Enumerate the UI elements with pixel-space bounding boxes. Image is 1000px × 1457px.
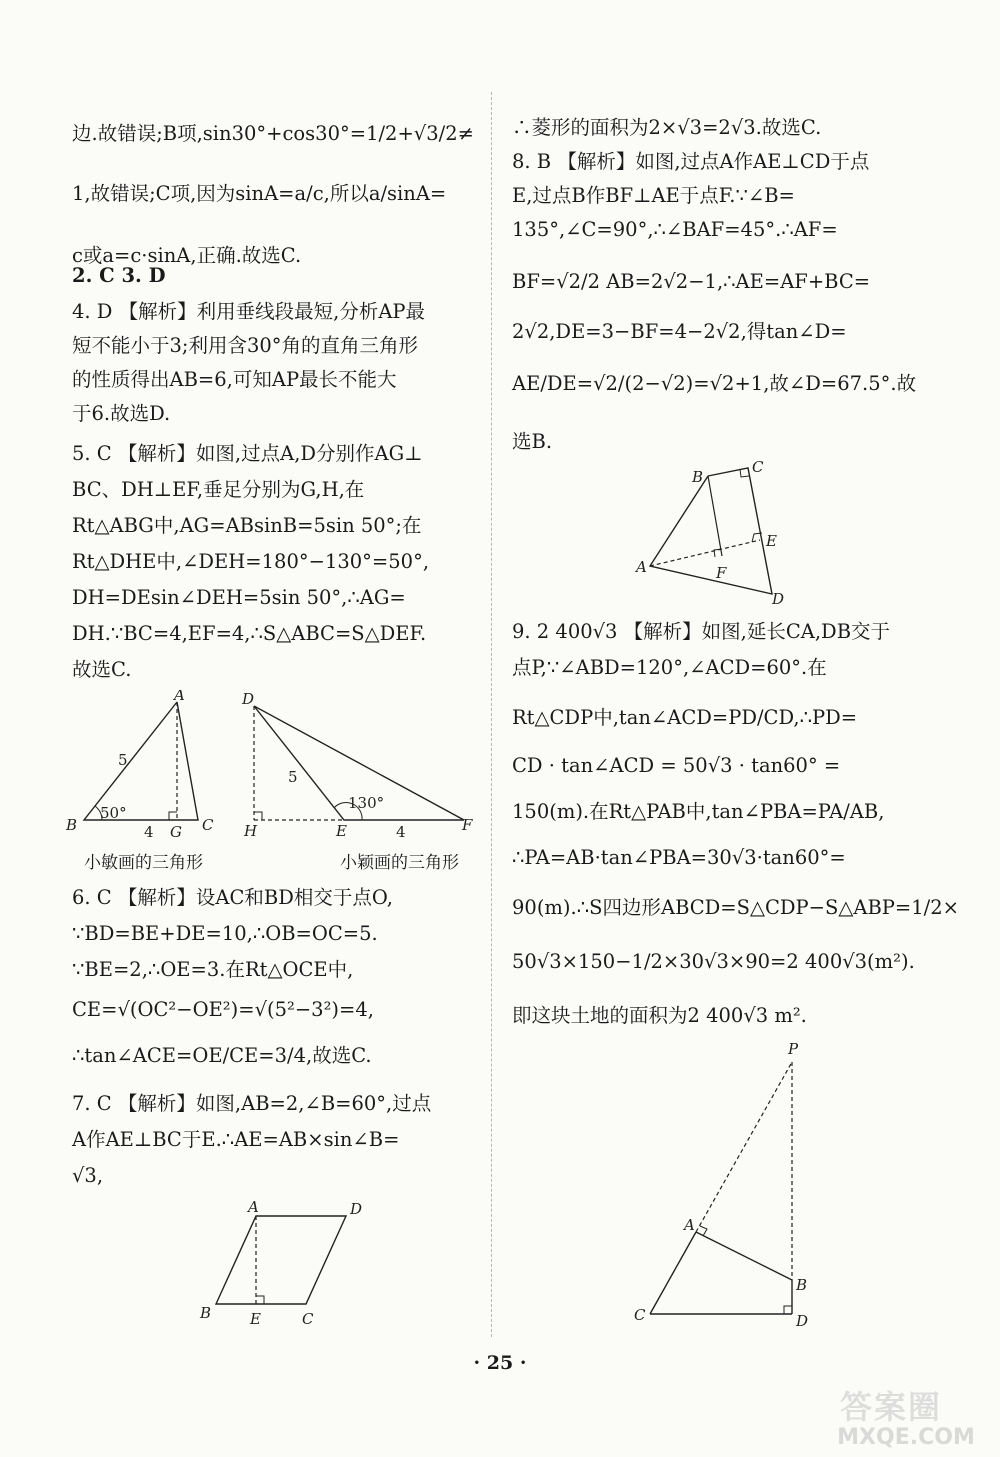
text-line: 50√3×150−1/2×30√3×90=2 400√3(m²). xyxy=(512,950,915,973)
text-line: 选B. xyxy=(512,430,553,453)
label-d: D xyxy=(350,1200,363,1218)
figure-5b-caption: 小颖画的三角形 xyxy=(340,853,459,873)
text-line: A作AE⊥BC于E.∴AE=AB×sin∠B= xyxy=(72,1128,400,1151)
text-line: BC、DH⊥EF,垂足分别为G,H,在 xyxy=(72,478,365,501)
text-line: 150(m).在Rt△PAB中,tan∠PBA=PA/AB, xyxy=(512,800,885,823)
text-line: ∴菱形的面积为2×√3=2√3.故选C. xyxy=(512,116,822,139)
text-line: 2. C 3. D xyxy=(72,264,166,287)
label-f: F xyxy=(462,816,473,834)
label-b: B xyxy=(796,1276,808,1294)
text-line: 的性质得出AB=6,可知AP最长不能大 xyxy=(72,368,397,391)
text-line: 短不能小于3;利用含30°角的直角三角形 xyxy=(72,334,419,357)
text-line: 7. C 【解析】如图,AB=2,∠B=60°,过点 xyxy=(72,1092,432,1115)
text-line: DH.∵BC=4,EF=4,∴S△ABC=S△DEF. xyxy=(72,622,427,645)
text-line: ∵BE=2,∴OE=3.在Rt△OCE中, xyxy=(72,958,354,981)
text-line: Rt△ABG中,AG=ABsinB=5sin 50°;在 xyxy=(72,514,422,537)
text-line: BF=√2/2 AB=2√2−1,∴AE=AF+BC= xyxy=(512,270,871,293)
text-line: Rt△DHE中,∠DEH=180°−130°=50°, xyxy=(72,550,430,573)
text-line: CD · tan∠ACD = 50√3 · tan60° = xyxy=(512,754,841,777)
text-line: 90(m).∴S四边形ABCD=S△CDP−S△ABP=1/2× xyxy=(512,896,959,919)
text-line: ∵BD=BE+DE=10,∴OB=OC=5. xyxy=(72,922,378,945)
label-b: B xyxy=(66,816,78,834)
text-line: √3, xyxy=(72,1164,104,1187)
label-e: E xyxy=(336,822,347,840)
text-line: 4. D 【解析】利用垂线段最短,分析AP最 xyxy=(72,300,426,323)
label-c: C xyxy=(202,816,214,834)
label-d: D xyxy=(796,1312,809,1328)
text-line: 135°,∠C=90°,∴∠BAF=45°.∴AF= xyxy=(512,218,838,241)
text-line: ∴tan∠ACE=OE/CE=3/4,故选C. xyxy=(72,1044,372,1067)
text-line: 6. C 【解析】设AC和BD相交于点O, xyxy=(72,886,393,909)
length-de: 5 xyxy=(288,768,298,786)
text-line: E,过点B作BF⊥AE于点F.∵∠B= xyxy=(512,184,795,207)
label-b: B xyxy=(200,1304,212,1322)
text-line: 点P,∵∠ABD=120°,∠ACD=60°.在 xyxy=(512,656,827,679)
label-d: D xyxy=(242,690,255,708)
length-ab: 5 xyxy=(118,751,128,769)
label-b: B xyxy=(692,468,704,486)
watermark-site: MXQE.COM xyxy=(837,1425,975,1450)
text-line: 5. C 【解析】如图,过点A,D分别作AG⊥ xyxy=(72,442,423,465)
text-line: Rt△CDP中,tan∠ACD=PD/CD,∴PD= xyxy=(512,706,858,729)
text-line: c或a=c·sinA,正确.故选C. xyxy=(72,244,302,267)
label-c: C xyxy=(302,1310,314,1328)
length-ef: 4 xyxy=(396,823,406,840)
text-line: 1,故错误;C项,因为sinA=a/c,所以a/sinA= xyxy=(72,182,447,205)
label-e: E xyxy=(250,1310,261,1328)
figure-5b-triangle xyxy=(236,690,486,840)
watermark-logo: 答案圈 xyxy=(840,1388,943,1426)
figure-7-rhombus xyxy=(196,1198,376,1332)
page-number: · 25 · xyxy=(473,1352,527,1374)
text-line: DH=DEsin∠DEH=5sin 50°,∴AG= xyxy=(72,586,406,609)
angle-50: 50° xyxy=(100,804,127,822)
text-line: AE/DE=√2/(2−√2)=√2+1,故∠D=67.5°.故 xyxy=(512,372,917,395)
text-line: 9. 2 400√3 【解析】如图,延长CA,DB交于 xyxy=(512,620,891,643)
text-line: 8. B 【解析】如图,过点A作AE⊥CD于点 xyxy=(512,150,870,173)
label-a: A xyxy=(684,1216,695,1234)
label-a: A xyxy=(174,690,185,704)
text-line: 于6.故选D. xyxy=(72,402,171,425)
label-a: A xyxy=(636,558,647,576)
column-divider xyxy=(491,92,492,1337)
text-line: ∴PA=AB·tan∠PBA=30√3·tan60°= xyxy=(512,846,846,869)
length-bc: 4 xyxy=(144,823,154,840)
label-p: P xyxy=(788,1040,799,1058)
label-a: A xyxy=(248,1198,259,1216)
figure-5a-caption: 小敏画的三角形 xyxy=(84,853,203,873)
watermark xyxy=(826,1380,986,1452)
label-f: F xyxy=(716,564,727,582)
text-line: CE=√(OC²−OE²)=√(5²−3²)=4, xyxy=(72,998,374,1021)
label-g: G xyxy=(170,823,182,840)
figure-5a-triangle xyxy=(62,690,232,840)
angle-130: 130° xyxy=(348,794,385,812)
text-line: 边.故错误;B项,sin30°+cos30°=1/2+√3/2≠ xyxy=(72,122,474,145)
figure-8-quadrilateral xyxy=(630,456,800,606)
label-e: E xyxy=(766,532,777,550)
text-line: 故选C. xyxy=(72,658,132,681)
label-d: D xyxy=(772,590,785,606)
label-c: C xyxy=(752,458,764,476)
text-line: 2√2,DE=3−BF=4−2√2,得tan∠D= xyxy=(512,320,847,343)
text-line: 即这块土地的面积为2 400√3 m². xyxy=(512,1004,807,1027)
figure-9-land-plot xyxy=(624,1038,824,1328)
label-c: C xyxy=(634,1306,646,1324)
label-h: H xyxy=(244,822,258,840)
